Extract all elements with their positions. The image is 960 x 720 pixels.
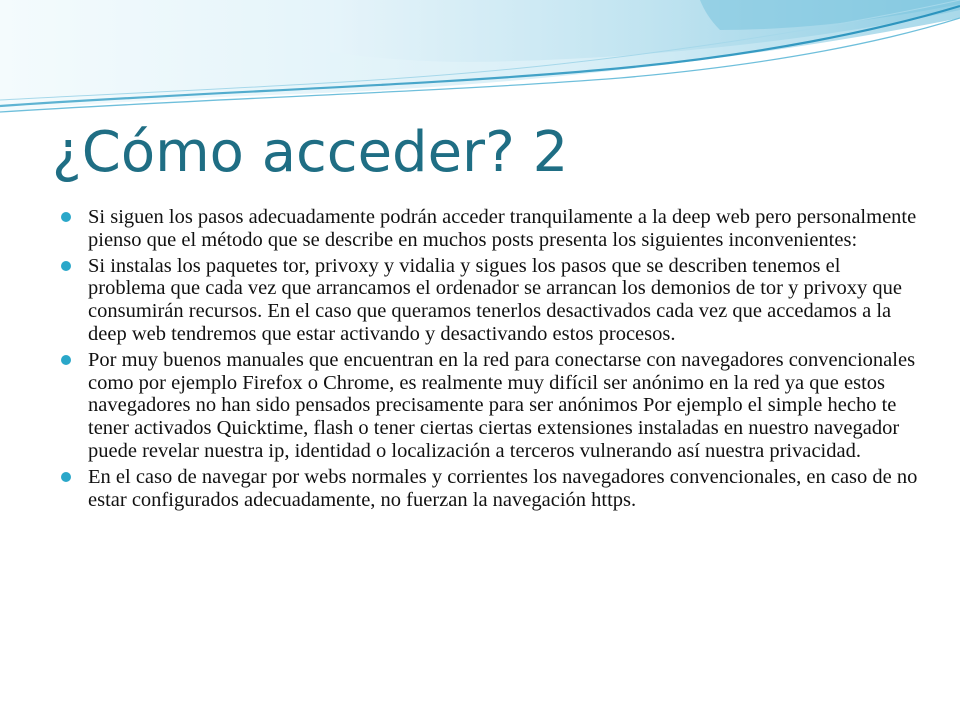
header-wave-decoration bbox=[0, 0, 960, 120]
bullet-text: Por muy buenos manuales que encuentran en la red para conectarse con navegadores convencionales como por ejemplo Firefox o Chrome, es realmente muy difícil ser anónimo en la red ya que estos navegadores no han sido pensados precisamente para ser anónimos Por ejemplo el simple hecho te tener activados Quicktime, flash o tener ciertas ciertas extensiones instaladas en nuestro navegador puede revelar nuestra ip, identidad o localización a terceros vulnerando así nuestra privacidad. bbox=[88, 348, 916, 462]
bullet-text: Si siguen los pasos adecuadamente podrán acceder tranquilamente a la deep web pero personalmente pienso que el método que se describe en muchos posts presenta los siguientes inconvenientes: bbox=[88, 206, 917, 251]
bullet-icon bbox=[61, 261, 71, 271]
bullet-item bbox=[60, 255, 920, 346]
bullet-list bbox=[60, 206, 920, 514]
bullet-item bbox=[60, 349, 920, 463]
bullet-icon bbox=[61, 212, 71, 222]
bullet-icon bbox=[61, 355, 71, 365]
bullet-text: Si instalas los paquetes tor, privoxy y vidalia y sigues los pasos que se describen tenemos el problema que cada vez que arrancamos el ordenador se arrancan los demonios de tor y privoxy que consumirán recursos. En el caso que queramos tenerlos desactivados cada vez que accedamos a la deep web tendremos que estar activando y desactivando estos procesos. bbox=[88, 254, 902, 345]
slide-title: ¿Cómo acceder? 2 bbox=[52, 120, 569, 185]
bullet-text: En el caso de navegar por webs normales y corrientes los navegadores convencionales, en caso de no estar configurados adecuadamente, no fuerzan la navegación https. bbox=[88, 465, 918, 511]
bullet-item bbox=[60, 466, 920, 512]
bullet-icon bbox=[61, 472, 71, 482]
bullet-item bbox=[60, 206, 920, 252]
